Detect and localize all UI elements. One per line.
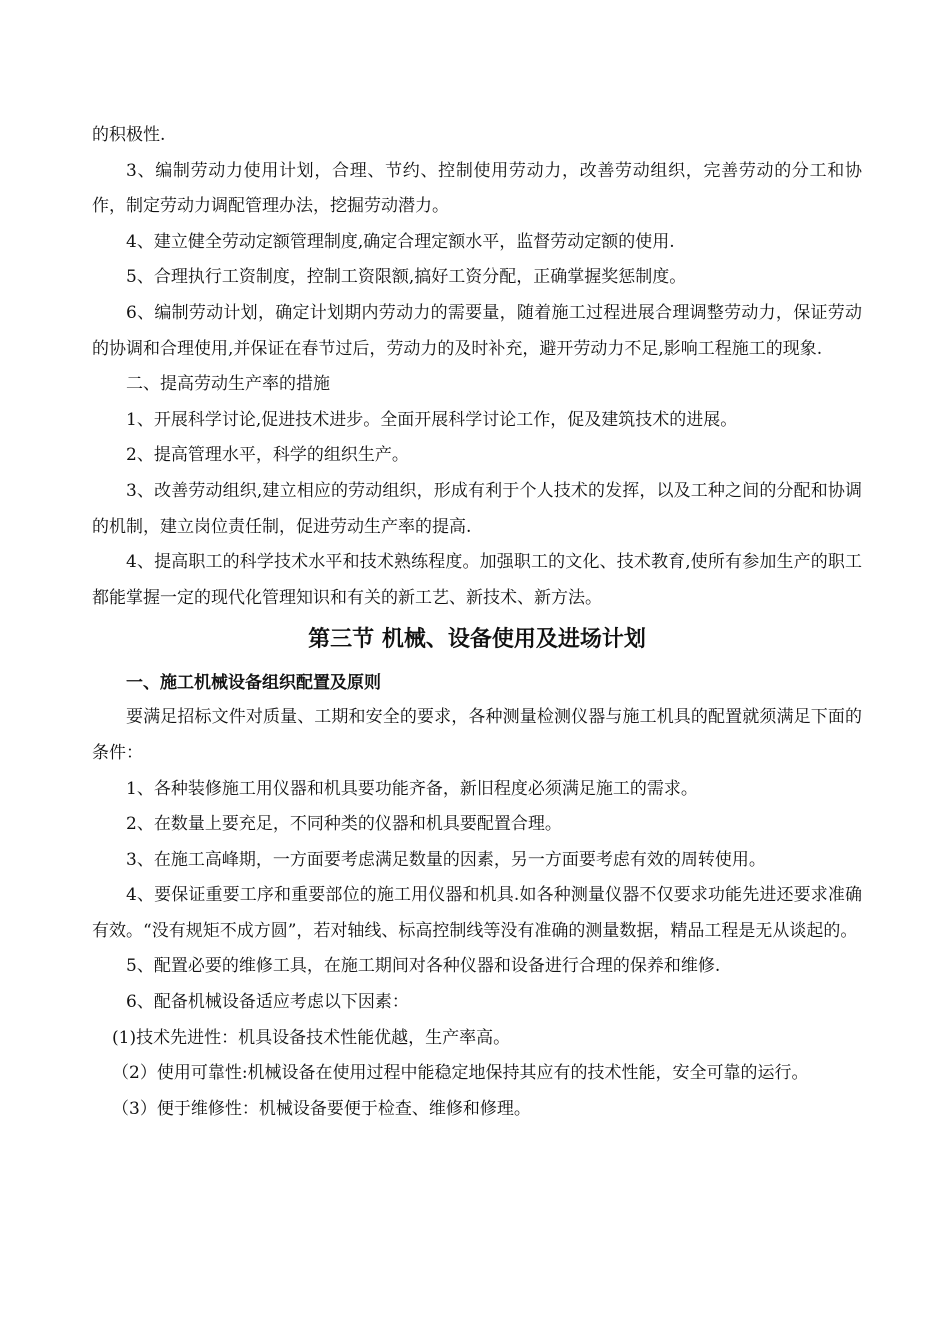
paragraph: 4、要保证重要工序和重要部位的施工用仪器和机具.如各种测量仪器不仅要求功能先进还要求准确有效。“没有规矩不成方圆”，若对轴线、标高控制线等没有准确的测量数据，精品工程是无从谈起的。: [92, 885, 862, 941]
paragraph: 6、配备机械设备适应考虑以下因素：: [126, 992, 409, 1013]
paragraph: 4、提高职工的科学技术水平和技术熟练程度。加强职工的文化、技术教育,使所有参加生产的职工都能掌握一定的现代化管理知识和有关的新工艺、新技术、新方法。: [92, 552, 862, 608]
paragraph: 3、在施工高峰期，一方面要考虑满足数量的因素，另一方面要考虑有效的周转使用。: [126, 849, 766, 870]
paragraph: 4、建立健全劳动定额管理制度,确定合理定额水平，监督劳动定额的使用.: [126, 231, 675, 252]
paragraph: 1、开展科学讨论,促进技术进步。全面开展科学讨论工作，促及建筑技术的进展。: [126, 409, 738, 430]
paragraph: 1、各种装修施工用仪器和机具要功能齐备，新旧程度必须满足施工的需求。: [126, 778, 698, 799]
paragraph: 3、改善劳动组织,建立相应的劳动组织，形成有利于个人技术的发挥，以及工种之间的分配和协调的机制，建立岗位责任制，促进劳动生产率的提高.: [92, 480, 862, 537]
list-item: （3）便于维修性：机械设备要便于检查、维修和修理。: [112, 1098, 531, 1119]
paragraph-heading: 二、提高劳动生产率的措施: [126, 374, 330, 395]
document-body: [92, 118, 862, 1127]
paragraph: 3、编制劳动力使用计划，合理、节约、控制使用劳动力，改善劳动组织，完善劳动的分工和协作，制定劳动力调配管理办法，挖掘劳动潜力。: [92, 160, 862, 217]
paragraph: 2、提高管理水平，科学的组织生产。: [126, 445, 409, 466]
list-item: (1)技术先进性：机具设备技术性能优越，生产率高。: [112, 1027, 511, 1048]
paragraph: 的积极性.: [92, 125, 166, 145]
paragraph: 2、在数量上要充足，不同种类的仪器和机具要配置合理。: [126, 814, 562, 835]
subsection-title: 一、施工机械设备组织配置及原则: [126, 673, 381, 694]
paragraph: 要满足招标文件对质量、工期和安全的要求，各种测量检测仪器与施工机具的配置就须满足下面的条件：: [92, 707, 862, 763]
paragraph: 5、配置必要的维修工具，在施工期间对各种仪器和设备进行合理的保养和维修.: [126, 956, 721, 977]
list-item: （2）使用可靠性:机械设备在使用过程中能稳定地保持其应有的技术性能，安全可靠的运行。: [112, 1063, 809, 1084]
section-title: 第三节 机械、设备使用及进场计划: [308, 627, 646, 653]
paragraph: 5、合理执行工资制度，控制工资限额,搞好工资分配，正确掌握奖惩制度。: [126, 267, 687, 288]
paragraph: 6、编制劳动计划，确定计划期内劳动力的需要量，随着施工过程进展合理调整劳动力，保证劳动的协调和合理使用,并保证在春节过后，劳动力的及时补充，避开劳动力不足,影响工程施工的现象.: [92, 302, 862, 359]
